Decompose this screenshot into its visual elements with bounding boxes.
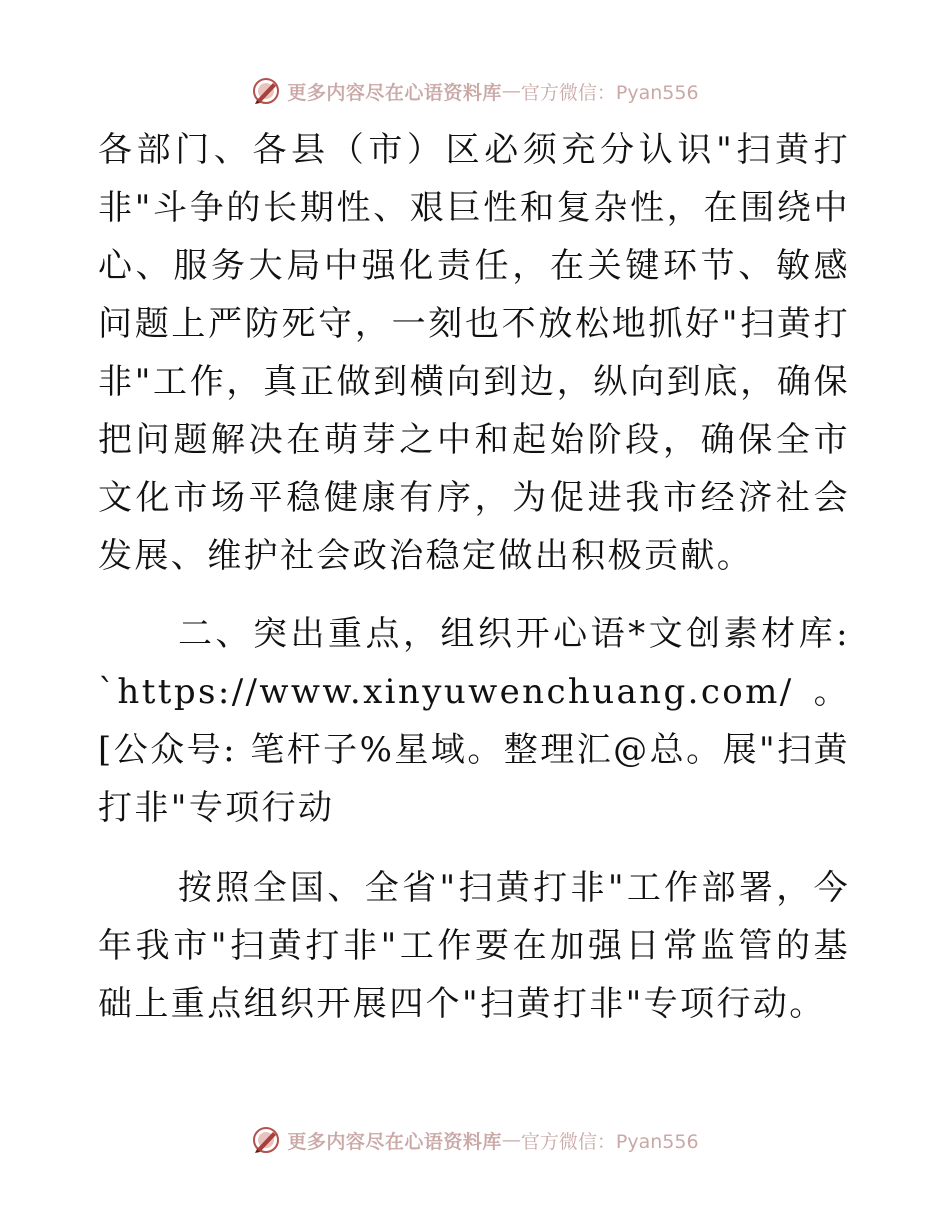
paragraph-2: 二、突出重点，组织开心语*文创素材库: `https://www.xinyuwenchuang.com/。[公众号: 笔杆子%星域。整理汇@总。展"扫黄打非"专项行动 (98, 614, 850, 828)
document-body (98, 121, 850, 1033)
watermark-separator: — (501, 1129, 521, 1151)
watermark-wechat-text: 官方微信：Pyan556 (520, 1130, 699, 1153)
header-watermark (0, 71, 950, 111)
pen-seal-icon (251, 1125, 281, 1155)
pen-seal-icon (251, 76, 281, 106)
watermark-wechat-text: 官方微信：Pyan556 (520, 81, 699, 104)
watermark-separator: — (501, 80, 521, 102)
footer-watermark (0, 1120, 950, 1160)
paragraph-1: 各部门、各县（市）区必须充分认识"扫黄打非"斗争的长期性、艰巨性和复杂性，在围绕中心、服务大局中强化责任，在关键环节、敏感问题上严防死守，一刻也不放松地抓好"扫黄打非"工作，真正做到横向到边，纵向到底，确保把问题解决在萌芽之中和起始阶段，确保全市文化市场平稳健康有序，为促进我市经济社会发展、维护社会政治稳定做出积极贡献。 (98, 130, 850, 576)
watermark-site-text: 更多内容尽在心语资料库 (287, 81, 502, 104)
paragraph-3: 按照全国、全省"扫黄打非"工作部署，今年我市"扫黄打非"工作要在加强日常监管的基础上重点组织开展四个"扫黄打非"专项行动。 (98, 868, 850, 1024)
watermark-site-text: 更多内容尽在心语资料库 (287, 1130, 502, 1153)
